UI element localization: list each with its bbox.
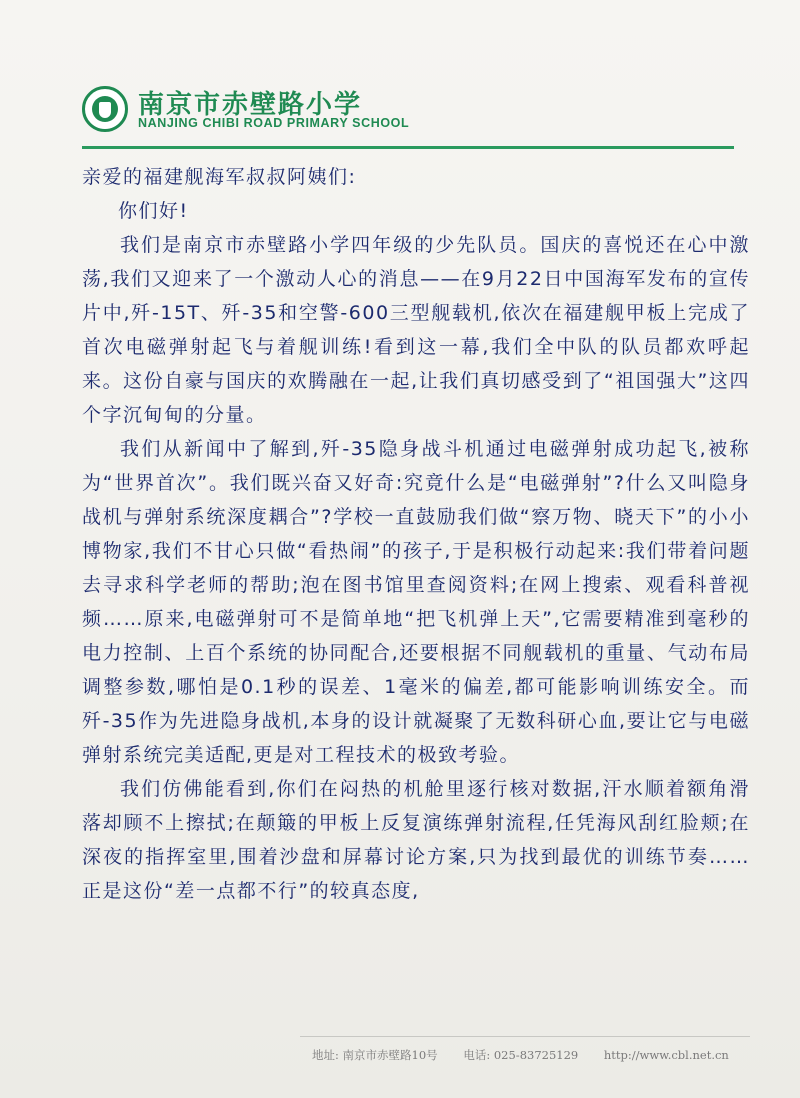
paragraph-1: 我们是南京市赤壁路小学四年级的少先队员。国庆的喜悦还在心中激荡,我们又迎来了一个激动人心的消息——在9月22日中国海军发布的宣传片中,歼-15T、歼-35和空警-600三型舰载机,依次在福建舰甲板上完成了首次电磁弹射起飞与着舰训练!看到这一幕,我们全中队的队员都欢呼起来。这份自豪与国庆的欢腾融在一起,让我们真切感受到了“祖国强大”这四个字沉甸甸的分量。: [82, 234, 750, 426]
footer-address: 地址: 南京市赤壁路10号: [312, 1048, 438, 1062]
salutation: 亲爱的福建舰海军叔叔阿姨们:: [82, 166, 357, 188]
hello-line: 你们好!: [118, 200, 189, 222]
letterhead: [82, 84, 742, 150]
school-emblem-icon: [82, 86, 128, 132]
school-name-en: NANJING CHIBI ROAD PRIMARY SCHOOL: [138, 116, 410, 130]
footer-website: http://www.cbl.net.cn: [603, 1048, 729, 1062]
letterhead-footer: [312, 1047, 752, 1063]
school-name-cn: 南京市赤壁路小学: [138, 90, 363, 120]
letterhead-divider: [82, 146, 734, 149]
paragraph-2: 我们从新闻中了解到,歼-35隐身战斗机通过电磁弹射成功起飞,被称为“世界首次”。我们既兴奋又好奇:究竟什么是“电磁弹射”?什么又叫隐身战机与弹射系统深度耦合”?学校一直鼓励我们做“察万物、晓天下”的小小博物家,我们不甘心只做“看热闹”的孩子,于是积极行动起来:我们带着问题去寻求科学老师的帮助;泡在图书馆里查阅资料;在网上搜索、观看科普视频……原来,电磁弹射可不是简单地“把飞机弹上天”,它需要精准到毫秒的电力控制、上百个系统的协同配合,还要根据不同舰载机的重量、气动布局调整参数,哪怕是0.1秒的误差、1毫米的偏差,都可能影响训练安全。而歼-35作为先进隐身战机,本身的设计就凝聚了无数科研心血,要让它与电磁弹射系统完美适配,更是对工程技术的极致考验。: [82, 438, 750, 766]
footer-phone: 电话: 025-83725129: [463, 1048, 579, 1062]
letter-body: [82, 160, 750, 908]
footer-divider: [300, 1036, 750, 1037]
paragraph-3: 我们仿佛能看到,你们在闷热的机舱里逐行核对数据,汗水顺着额角滑落却顾不上擦拭;在颠簸的甲板上反复演练弹射流程,任凭海风刮红脸颊;在深夜的指挥室里,围着沙盘和屏幕讨论方案,只为找到最优的训练节奏……正是这份“差一点都不行”的较真态度,: [82, 778, 750, 902]
